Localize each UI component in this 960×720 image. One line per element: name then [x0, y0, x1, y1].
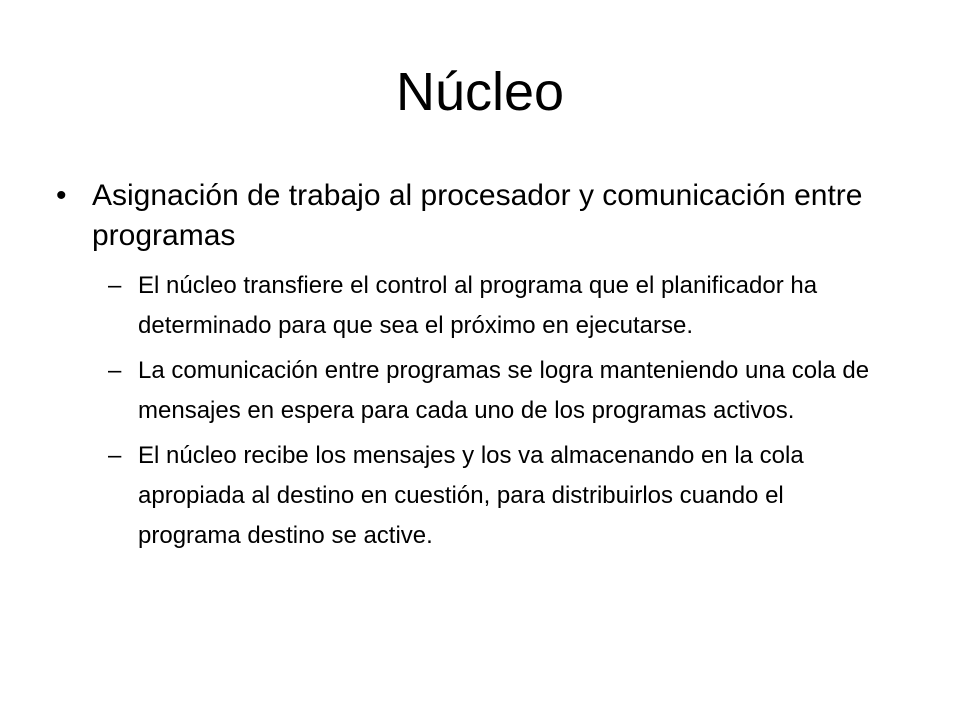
sub-item: [108, 266, 878, 346]
bullet-item: [56, 176, 896, 256]
dash-marker: –: [108, 357, 122, 384]
bullet-marker: •: [56, 179, 67, 212]
sub-item-text: El núcleo recibe los mensajes y los va almacenando en la cola apropiada al destino en cuestión, para distribuirlos cuando el programa destino se active.: [138, 442, 804, 549]
sub-item: [108, 351, 878, 431]
sub-item-text: La comunicación entre programas se logra manteniendo una cola de mensajes en espera para cada uno de los programas activos.: [138, 357, 870, 424]
slide-content: [56, 176, 896, 561]
bullet-text: Asignación de trabajo al procesador y comunicación entre programas: [92, 179, 863, 252]
dash-marker: –: [108, 272, 122, 299]
slide-title: Núcleo: [395, 62, 565, 122]
sub-item-text: El núcleo transfiere el control al programa que el planificador ha determinado para que sea el próximo en ejecutarse.: [138, 272, 818, 339]
dash-marker: –: [108, 442, 122, 469]
sub-item: [108, 436, 878, 556]
